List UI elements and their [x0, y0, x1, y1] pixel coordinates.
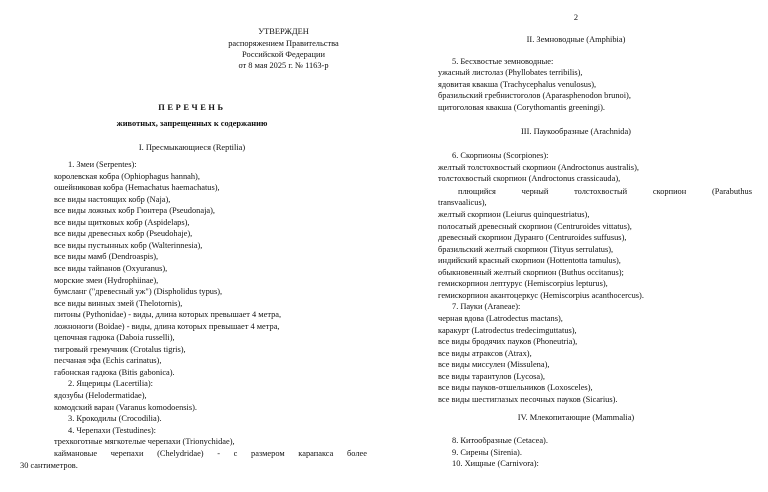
text-line: 9. Сирены (Sirenia).: [452, 447, 522, 457]
text-line: все виды винных змей (Thelotornis),: [54, 298, 183, 308]
word: (Chelydridae): [157, 449, 204, 458]
text-line: толстохвостый скорпион (Androctonus crassicauda),: [438, 174, 621, 184]
text-line: песчаная эфа (Echis carinatus),: [54, 356, 162, 366]
word: более: [347, 449, 367, 458]
text-line: королевская кобра (Ophiophagus hannah),: [54, 171, 200, 181]
word: скорпион: [652, 187, 687, 196]
page-number: 2: [573, 13, 579, 22]
approval-line-3: от 8 мая 2025 г. № 1163-р: [238, 61, 329, 70]
approval-line-2: Российской Федерации: [242, 50, 325, 59]
text-line: ужасный листолаз (Phyllobates terribilis),: [438, 68, 583, 78]
text-line: все виды ложных кобр Гюнтера (Pseudonaja),: [54, 206, 216, 216]
text-line: ядозубы (Helodermatidae),: [54, 391, 147, 400]
text-line: ложноноги (Boidae) - виды, длина которых превышает 4 метра,: [54, 321, 280, 331]
text-line: питоны (Pythonidae) - виды, длина которых превышает 4 метра,: [54, 310, 282, 320]
text-line: все виды настоящих кобр (Naja),: [54, 194, 171, 204]
text-line: 1. Змеи (Serpentes):: [68, 160, 137, 169]
section-heading-arachnida: III. Паукообразные (Arachnida): [521, 127, 631, 136]
text-line: габонская гадюка (Bitis gabonica).: [54, 367, 175, 377]
text-line: древесный скорпион Дуранго (Centruroides suffusus),: [438, 233, 627, 243]
section-heading-mammalia: IV. Млекопитающие (Mammalia): [517, 413, 635, 422]
section-heading-amphibia: II. Земноводные (Amphibia): [526, 35, 626, 44]
document-heading: ПЕРЕЧЕНЬ: [158, 103, 226, 112]
text-line: бразильский гребнистоголов (Aparasphenodon brunoi),: [438, 91, 631, 101]
word: (Parabuthus: [711, 187, 752, 196]
text-line: желтый скорпион (Leiurus quinquestriatus),: [438, 210, 590, 219]
text-line: черная вдова (Latrodectus mactans),: [438, 313, 563, 323]
text-line: бумсланг ("древесный уж") (Dispholidus typus),: [54, 287, 223, 297]
word: плющийся: [458, 187, 496, 196]
document-subheading: животных, запрещенных к содержанию: [116, 119, 268, 128]
text-line: все виды бродячих пауков (Phoneutria),: [438, 337, 578, 347]
section-heading-reptilia: I. Пресмыкающиеся (Reptilia): [138, 143, 246, 152]
text-line: все виды тарантулов (Lycosa),: [438, 371, 545, 381]
justified-line-chelydridae: [54, 450, 367, 458]
text-line: ядовитая квакша (Trachycephalus venulosus),: [438, 79, 597, 89]
text-line: цепочная гадюка (Daboia russelli),: [54, 333, 175, 343]
word: черепахи: [110, 449, 144, 458]
text-line: все виды шестиглазых песочных пауков (Sicarius).: [438, 394, 618, 404]
word: карапакса: [298, 449, 334, 458]
word: каймановые: [54, 449, 98, 458]
text-line: все виды атраксов (Atrax),: [438, 348, 532, 358]
text-line: каракурт (Latrodectus tredecimguttatus),: [438, 325, 577, 335]
word: толстохвостый: [574, 187, 628, 196]
text-line: 3. Крокодилы (Crocodilia).: [68, 414, 162, 424]
text-line: все виды мамб (Dendroaspis),: [54, 252, 159, 262]
text-line: 2. Ящерицы (Lacertilia):: [68, 379, 153, 389]
text-line: полосатый древесный скорпион (Centruroides vittatus),: [438, 221, 632, 231]
approval-line-1: распоряжением Правительства: [228, 39, 339, 48]
text-line: индийский красный скорпион (Hottentotta tamulus),: [438, 256, 621, 266]
justified-line-parabuthus: [458, 188, 752, 196]
word: размером: [251, 449, 285, 458]
text-line: 4. Черепахи (Testudines):: [68, 425, 157, 435]
text-line: все виды пауков-отшельников (Loxosceles),: [438, 383, 593, 393]
text-line: тигровый гремучник (Crotalus tigris),: [54, 344, 186, 354]
text-line: 30 сантиметров.: [20, 461, 78, 470]
text-line: 8. Китообразные (Cetacea).: [452, 436, 548, 445]
text-line: 10. Хищные (Carnivora):: [452, 459, 539, 469]
right-page: [384, 0, 768, 492]
text-line: все виды древесных кобр (Pseudohaje),: [54, 229, 193, 239]
text-line: желтый толстохвостый скорпион (Androctonus australis),: [438, 162, 639, 172]
text-line: все виды пустынных кобр (Walterinnesia),: [54, 240, 203, 250]
text-line: бразильский желтый скорпион (Tityus serrulatus),: [438, 244, 614, 254]
text-line: 6. Скорпионы (Scorpiones):: [452, 151, 549, 160]
text-line: комодский варан (Varanus komodoensis).: [54, 402, 198, 412]
text-line: морские змеи (Hydrophiinae),: [54, 275, 159, 285]
text-line: 5. Бесхвостые земноводные:: [452, 57, 554, 66]
word: -: [217, 449, 221, 458]
word: черный: [521, 187, 549, 196]
text-line: гемискорпион лептурус (Hemiscorpius lepturus),: [438, 279, 608, 289]
text-line: трехкоготные мягкотелые черепахи (Trionychidae),: [54, 437, 235, 447]
text-line: все виды тайпанов (Oxyuranus),: [54, 263, 168, 273]
approval-title: УТВЕРЖДЕН: [258, 27, 309, 36]
text-line: transvaalicus),: [438, 198, 487, 207]
text-line: ошейниковая кобра (Hemachatus haemachatus),: [54, 183, 220, 193]
text-line: гемискорпион акантоцеркус (Hemiscorpius acanthocercus).: [438, 290, 644, 300]
text-line: все виды миссулен (Missulena),: [438, 360, 550, 370]
word: с: [233, 449, 238, 458]
text-line: обыкновенный желтый скорпион (Buthus occitanus);: [438, 267, 624, 277]
text-line: все виды щитковых кобр (Aspidelaps),: [54, 217, 190, 227]
text-line: щитоголовая квакша (Corythomantis greeningi).: [438, 102, 605, 112]
text-line: 7. Пауки (Araneae):: [452, 302, 521, 312]
